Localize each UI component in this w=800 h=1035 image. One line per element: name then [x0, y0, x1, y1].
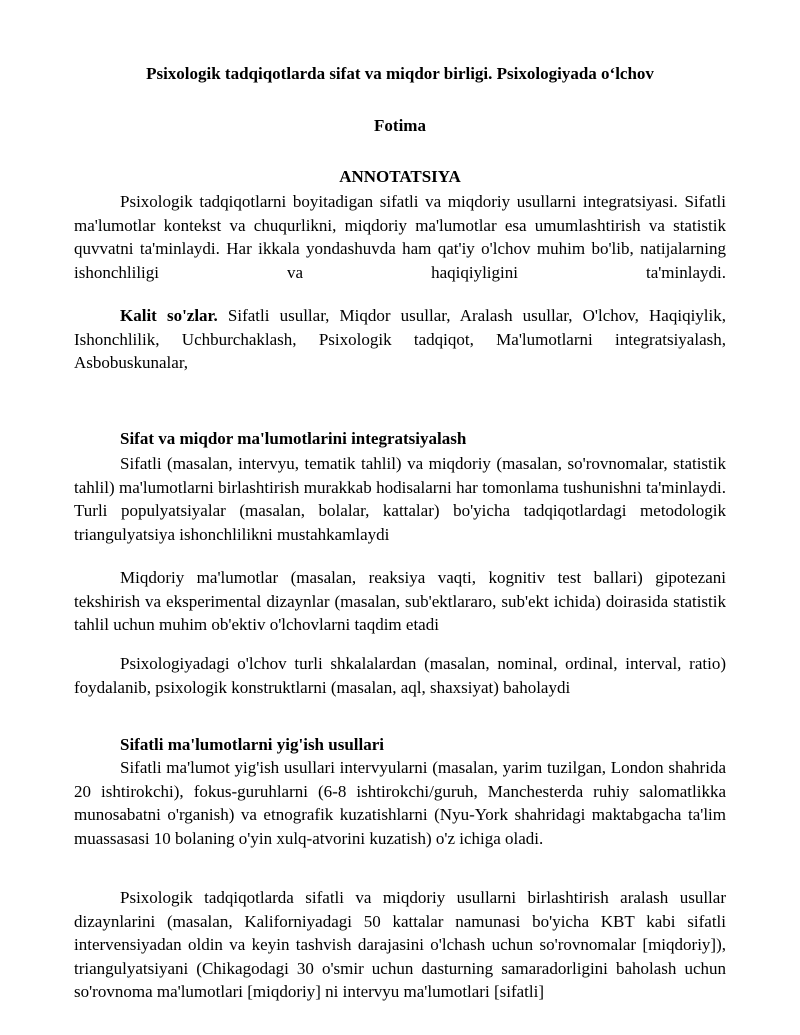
annotation-paragraph: Psixologik tadqiqotlarni boyitadigan sifatli va miqdoriy usullarni integratsiyasi. Sifatli ma'lumotlar kontekst va chuqurlikni, miqdoriy ma'lumotlar esa umumlashtirish va statistik quvvatni ta'minlaydi. Har ikkala yondashuvda ham qat'iy o'lchov muhim bo'lib, natijalarning ishonchliligi va haqiqiyligini ta'minlaydi.: [74, 192, 726, 282]
annotation-heading: ANNOTATSIYA: [339, 167, 461, 186]
section1-paragraph-2: Miqdoriy ma'lumotlar (masalan, reaksiya vaqti, kognitiv test ballari) gipotezani tekshirish va eksperimental dizaynlar (masalan, sub'ektlararo, sub'ekt ichida) doirasida statistik tahlil uchun muhim ob'ektiv o'lchovlarni taqdim etadi: [74, 568, 726, 635]
section1-paragraph-3: Psixologiyadagi o'lchov turli shkalalardan (masalan, nominal, ordinal, interval, ratio) foydalanib, psixologik konstruktlarni (masalan, aql, shaxsiyat) baholaydi: [74, 654, 726, 697]
document-title: Psixologik tadqiqotlarda sifat va miqdor birligi. Psixologiyada o‘lchov: [146, 64, 654, 83]
keywords-label: Kalit so'zlar.: [120, 306, 218, 325]
author-name: Fotima: [374, 116, 426, 135]
keywords-paragraph: [74, 304, 726, 375]
section-heading-qualitative-methods: Sifatli ma'lumotlarni yig'ish usullari: [120, 735, 385, 754]
section2-paragraph-2: Psixologik tadqiqotlarda sifatli va miqdoriy usullarni birlashtirish aralash usullar dizaynlarini (masalan, Kaliforniyadagi 50 kattalar namunasi bo'yicha KBT kabi sifatli intervensiyadan oldin va keyin tashvish darajasini o'lchash uchun so'rovnomalar [miqdoriy]), triangulyatsiyani (Chikagodagi 30 o'smir uchun dasturning samaradorligini baholash uchun so'rovnoma ma'lumotlari [miqdoriy] ni intervyu ma'lumotlari [sifatli]: [74, 888, 726, 1002]
keywords-text: Sifatli usullar, Miqdor usullar, Aralash usullar, O'lchov, Haqiqiylik, Ishonchlilik, Uchburchaklash, Psixologik tadqiqot, Ma'lumotlarni integratsiyalash, Asbobuskunalar,: [74, 306, 726, 373]
section-heading-integration: Sifat va miqdor ma'lumotlarini integratsiyalash: [120, 429, 467, 448]
section1-paragraph-1: Sifatli (masalan, intervyu, tematik tahlil) va miqdoriy (masalan, so'rovnomalar, statistik tahlil) ma'lumotlarni birlashtirish murakkab hodisalarni har tomonlama tushunishni ta'minlaydi. Turli populyatsiyalar (masalan, bolalar, kattalar) bo'yicha tadqiqotlardagi metodologik triangulyatsiya ishonchlilikni mustahkamlaydi: [74, 454, 726, 544]
section2-paragraph-1: Sifatli ma'lumot yig'ish usullari intervyularni (masalan, yarim tuzilgan, London shahrida 20 ishtirokchi), fokus-guruhlarni (6-8 ishtirokchi/guruh, Manchesterda ruhiy salomatlikka munosabatni o'rganish) va etnografik kuzatishlarni (Nyu-York shahridagi maktabgacha ta'lim muassasasi 10 bolaning o'yin xulq-atvorini kuzatish) o'z ichiga oladi.: [74, 758, 726, 848]
